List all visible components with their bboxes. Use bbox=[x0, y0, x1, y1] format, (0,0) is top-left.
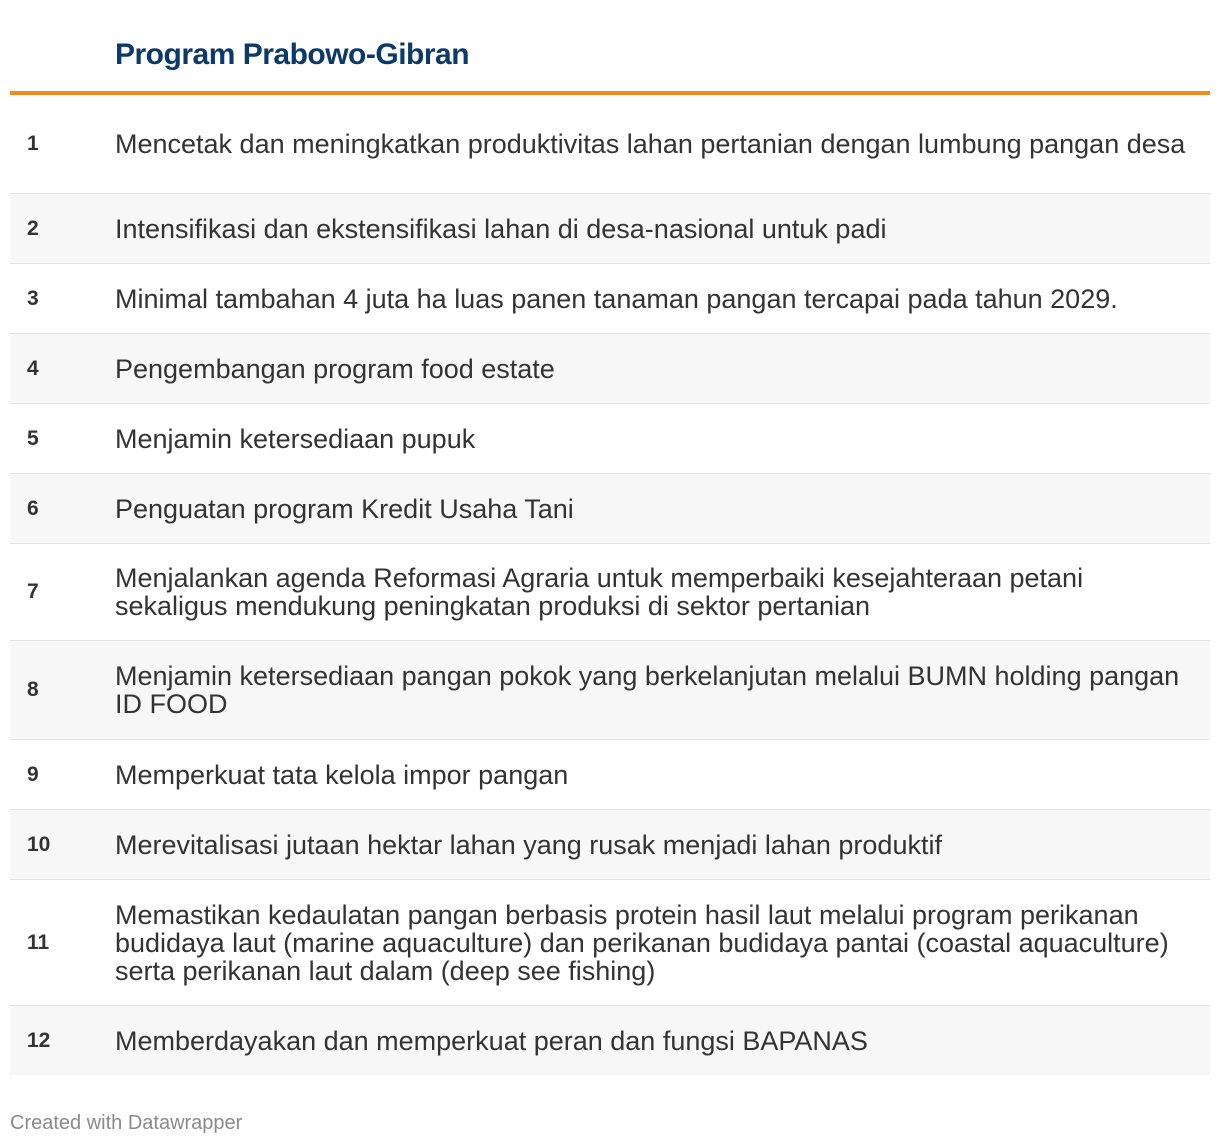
row-text: Pengembangan program food estate bbox=[115, 353, 555, 384]
row-number: 7 bbox=[27, 580, 39, 603]
row-number: 1 bbox=[27, 132, 39, 155]
row-number: 8 bbox=[27, 678, 39, 701]
table-title: Program Prabowo-Gibran bbox=[115, 38, 470, 71]
table-row bbox=[10, 95, 1210, 194]
row-text: Menjamin ketersediaan pupuk bbox=[115, 423, 476, 454]
row-number: 11 bbox=[27, 930, 50, 954]
table-row bbox=[10, 334, 1210, 404]
row-text: Intensifikasi dan ekstensifikasi lahan di desa-nasional untuk padi bbox=[115, 213, 887, 244]
datawrapper-credit: Created with Datawrapper bbox=[10, 1112, 243, 1134]
row-number: 10 bbox=[27, 832, 51, 856]
table-row bbox=[10, 810, 1210, 880]
table-row bbox=[10, 641, 1210, 740]
table-row bbox=[10, 1006, 1210, 1075]
row-text: Memastikan kedaulatan pangan berbasis protein hasil laut melalui program perikanan budidaya laut (marine aquaculture) dan perikanan budidaya pantai (coastal aquaculture) serta perikanan laut dalam (deep see fishing) bbox=[115, 899, 1169, 986]
table-row bbox=[10, 474, 1210, 544]
row-text: Minimal tambahan 4 juta ha luas panen tanaman pangan tercapai pada tahun 2029. bbox=[115, 283, 1118, 314]
row-number: 3 bbox=[27, 286, 39, 310]
table-row bbox=[10, 880, 1210, 1006]
table-header bbox=[10, 0, 1210, 95]
row-text: Mencetak dan meningkatkan produktivitas lahan pertanian dengan lumbung pangan desa bbox=[115, 129, 1186, 159]
row-text: Menjamin ketersediaan pangan pokok yang berkelanjutan melalui BUMN holding pangan ID FOOD bbox=[115, 661, 1180, 719]
table-row bbox=[10, 544, 1210, 641]
table-row bbox=[10, 194, 1210, 264]
row-text: Merevitalisasi jutaan hektar lahan yang rusak menjadi lahan produktif bbox=[115, 829, 942, 860]
row-text: Penguatan program Kredit Usaha Tani bbox=[115, 493, 574, 524]
row-number: 6 bbox=[27, 496, 39, 520]
table-row bbox=[10, 264, 1210, 334]
table-row bbox=[10, 404, 1210, 474]
row-number: 9 bbox=[27, 762, 39, 786]
row-number: 5 bbox=[27, 426, 39, 450]
row-text: Memperkuat tata kelola impor pangan bbox=[115, 759, 569, 790]
row-number: 12 bbox=[27, 1028, 51, 1052]
program-table bbox=[10, 0, 1210, 1075]
row-text: Menjalankan agenda Reformasi Agraria untuk memperbaiki kesejahteraan petani sekaligus mendukung peningkatan produksi di sektor pertanian bbox=[115, 563, 1084, 621]
row-number: 4 bbox=[27, 356, 39, 380]
row-text: Memberdayakan dan memperkuat peran dan fungsi BAPANAS bbox=[115, 1025, 868, 1056]
table-row bbox=[10, 740, 1210, 810]
row-number: 2 bbox=[27, 216, 39, 240]
